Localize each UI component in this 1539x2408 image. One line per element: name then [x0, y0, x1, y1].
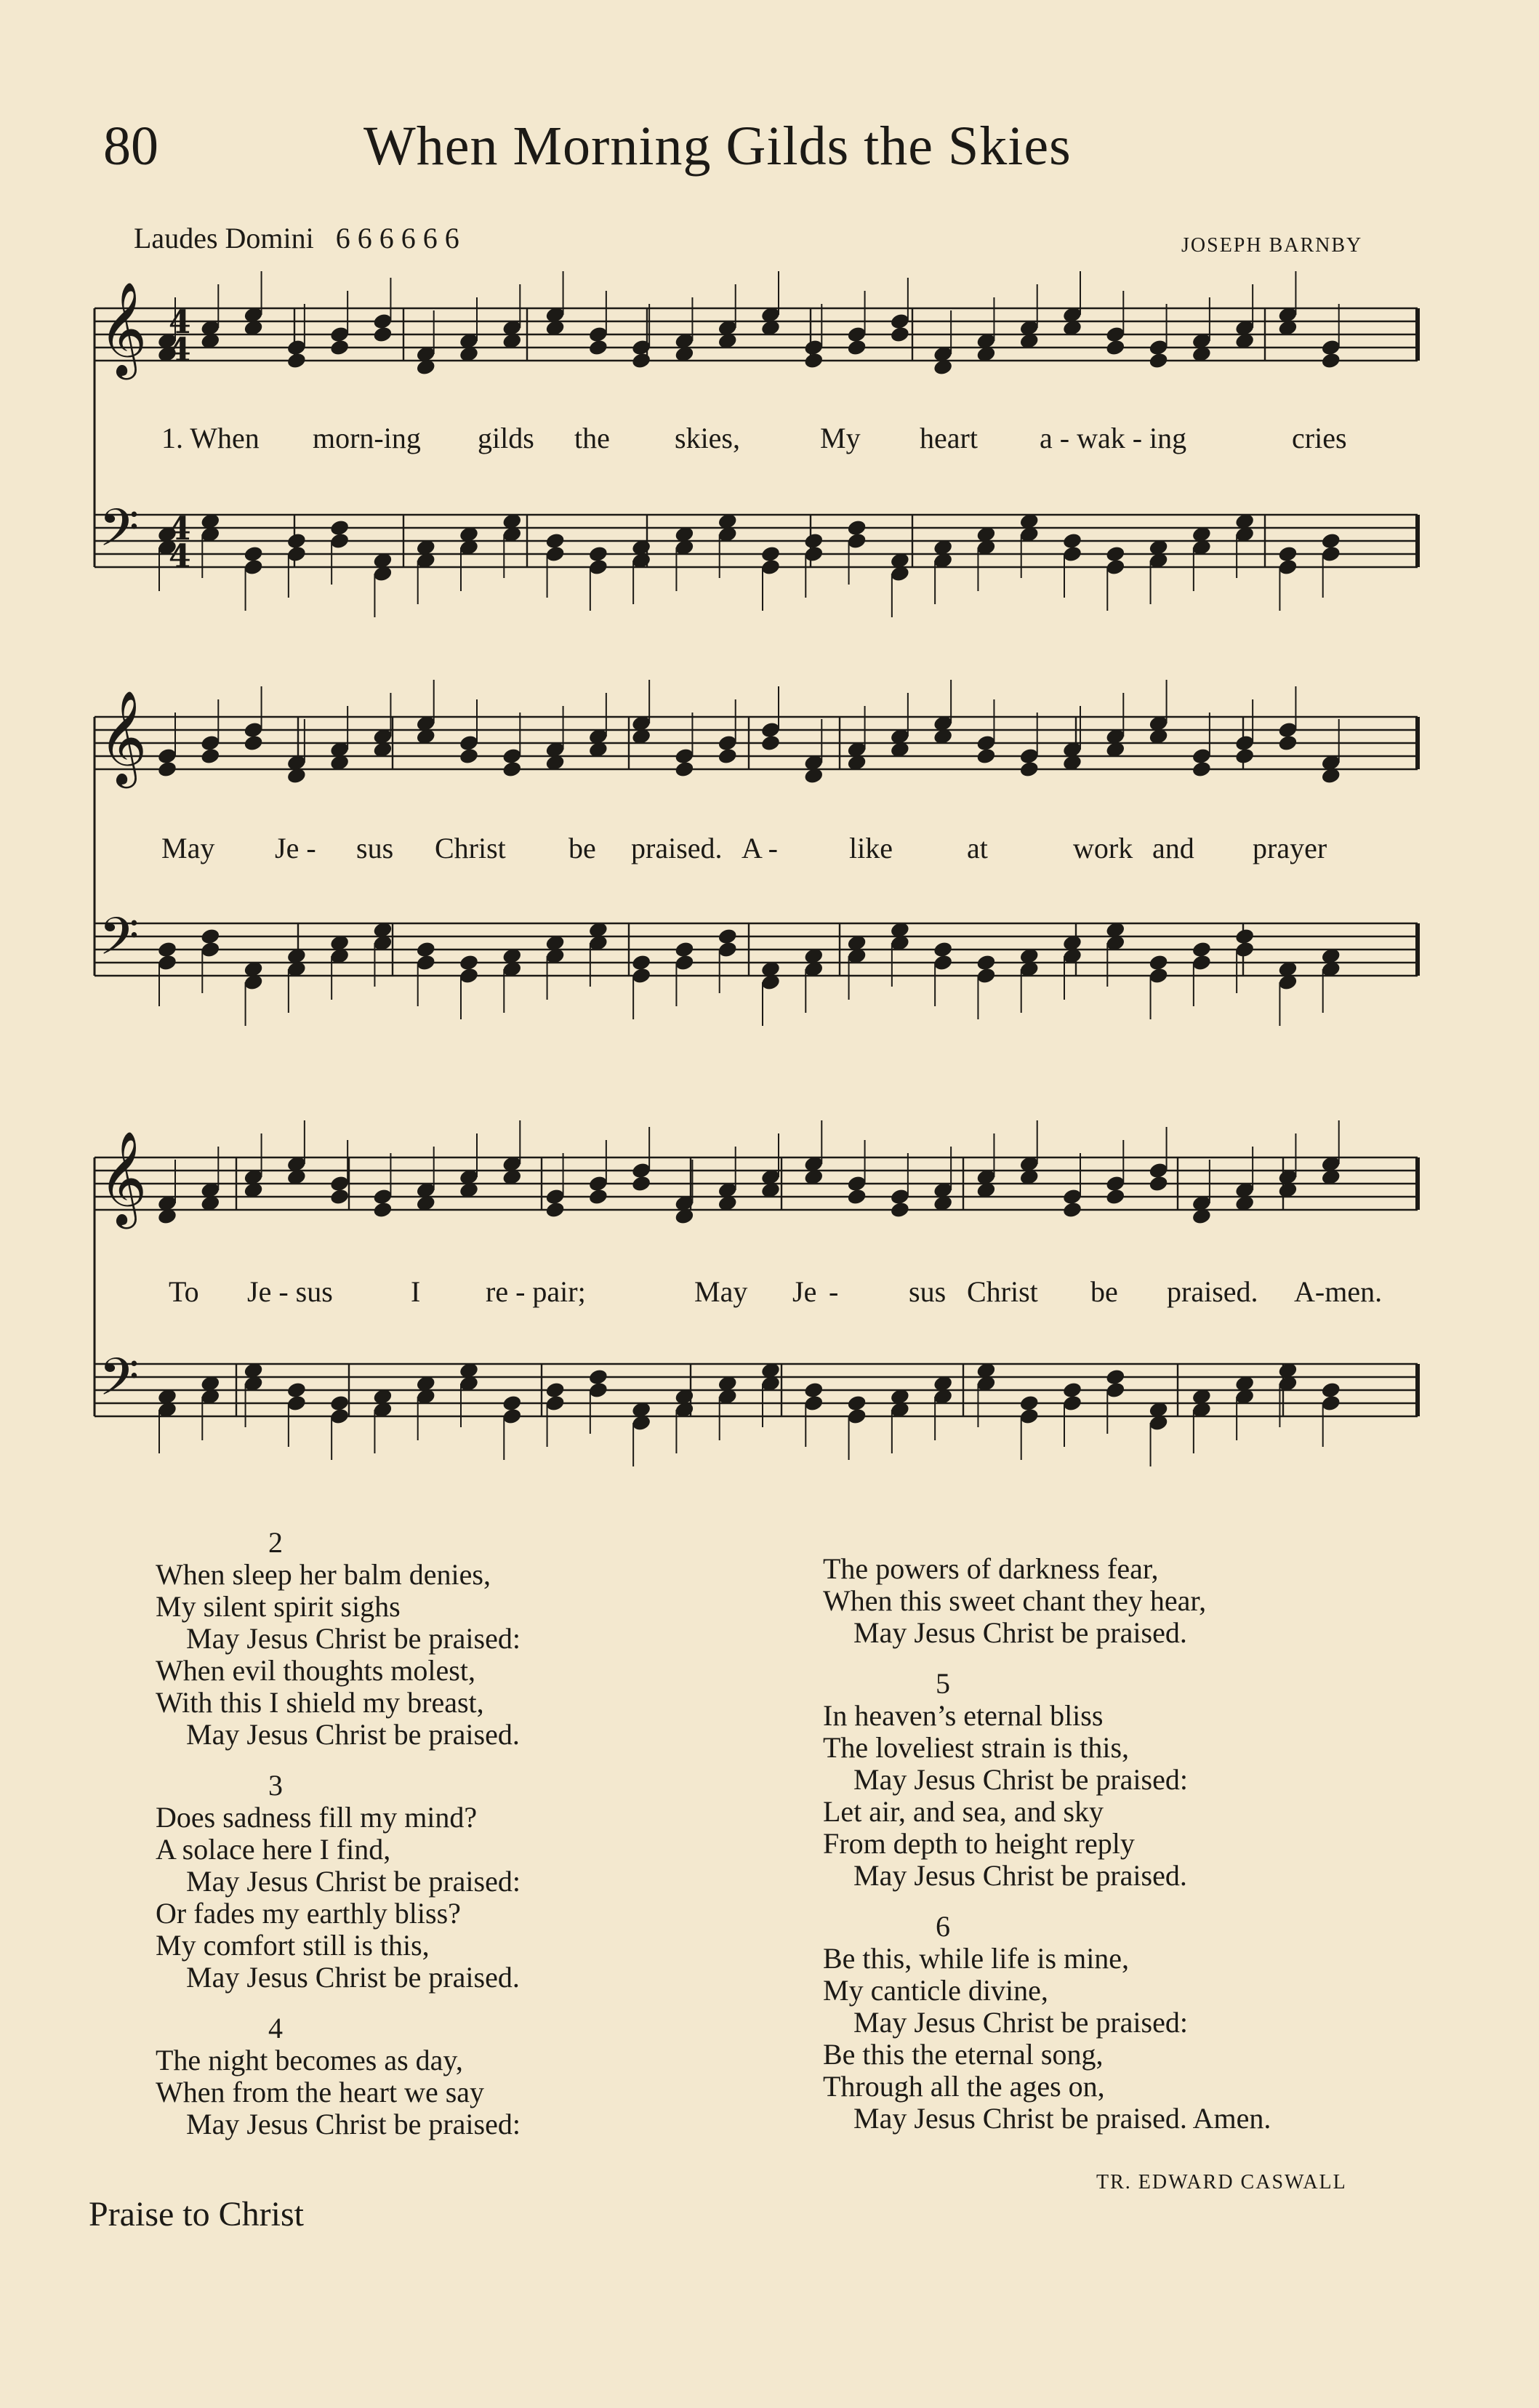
stanza-line: From depth to height reply [823, 1827, 1135, 1860]
note-head [372, 325, 393, 343]
lyric-syllable: To [169, 1275, 199, 1308]
lyric-syllable: sus [909, 1275, 947, 1308]
note-head [846, 1187, 867, 1205]
stanza-5 [823, 1668, 1271, 1892]
lyric-syllable: 1. When [161, 422, 260, 454]
lyric-syllable: Je - [275, 832, 316, 864]
lyric-syllable: re - pair; [486, 1275, 586, 1308]
stanza-number: 3 [268, 1769, 283, 1802]
lyric-syllable: the [574, 422, 610, 454]
category-label: Praise to Christ [89, 2195, 304, 2234]
translator: TR. EDWARD CASWALL [1096, 2171, 1347, 2194]
lyric-syllable: Je [792, 1275, 817, 1308]
stanza-line: Through all the ages on, [823, 2070, 1105, 2103]
stanza-2 [156, 1527, 521, 1751]
time-signature-top: 4 [169, 304, 191, 341]
note-head [545, 1200, 566, 1219]
stanza-line: When this sweet chant they hear, [823, 1584, 1207, 1617]
stanza-line: May Jesus Christ be praised: [186, 1865, 521, 1898]
note-head [890, 325, 911, 343]
note-head [890, 1200, 911, 1219]
bass-clef-icon: 𝄢 [99, 907, 140, 979]
stanza-4 [156, 2012, 521, 2140]
tune-name: Laudes Domini [134, 222, 314, 254]
lyric-syllable: skies, [675, 422, 740, 454]
lyric-syllable: be [1090, 1275, 1118, 1308]
lyric-syllable: gilds [478, 422, 534, 454]
lyric-syllable: May [161, 832, 215, 864]
lyric-syllable: My [820, 422, 861, 454]
stanza-line: My comfort still is this, [156, 1929, 430, 1962]
time-signature-bottom: 4 [169, 538, 191, 575]
note-head [1148, 1174, 1169, 1192]
stanza-line: Does sadness fill my mind? [156, 1801, 478, 1834]
time-signature-bottom: 4 [169, 332, 191, 369]
note-head [329, 338, 350, 356]
lyric-syllable: praised. [1167, 1275, 1258, 1308]
note-head [631, 1174, 652, 1192]
note-head [1277, 734, 1298, 752]
lyric-syllable: morn-ing [313, 422, 421, 454]
note-head [803, 351, 824, 369]
note-head [976, 747, 997, 765]
lyric-syllable: at [967, 832, 988, 864]
lyric-syllable: like [849, 832, 893, 864]
lyric-syllable: Je - sus [247, 1275, 333, 1308]
stanza-number: 5 [936, 1667, 950, 1700]
stanza-number: 4 [268, 2012, 283, 2044]
note-head [157, 760, 178, 778]
note-head [502, 760, 523, 778]
note-head [459, 747, 480, 765]
stanza-line: May Jesus Christ be praised: [186, 1622, 521, 1655]
note-head [1192, 760, 1213, 778]
note-head [631, 351, 652, 369]
note-head [329, 1187, 350, 1205]
stanza-line: My canticle divine, [823, 1974, 1048, 2007]
stanza-6 [823, 1911, 1271, 2135]
note-head [200, 747, 221, 765]
note-head [1320, 351, 1341, 369]
lyric-syllable: a - wak - ing [1040, 422, 1187, 454]
time-signature-top: 4 [169, 510, 191, 547]
stanza-line: Let air, and sea, and sky [823, 1795, 1104, 1828]
stanza-line: May Jesus Christ be praised. [853, 1859, 1187, 1892]
lyric-syllable: be [568, 832, 596, 864]
lyric-syllable: Christ [967, 1275, 1038, 1308]
stanza-line: May Jesus Christ be praised. Amen. [853, 2102, 1271, 2135]
note-head [717, 747, 738, 765]
stanza-line: Be this, while life is mine, [823, 1942, 1130, 1975]
stanza-line: Or fades my earthly bliss? [156, 1897, 461, 1930]
note-head [846, 338, 867, 356]
stanza-4-cont [823, 1553, 1271, 1649]
lyric-syllable: sus [356, 832, 394, 864]
stanza-line: The powers of darkness fear, [823, 1552, 1159, 1585]
stanza-line: May Jesus Christ be praised: [186, 2108, 521, 2140]
lyric-syllable: prayer [1253, 832, 1327, 864]
note-head [243, 734, 264, 752]
stanza-line: When evil thoughts molest, [156, 1654, 475, 1687]
treble-clef-icon: 𝄞 [99, 690, 148, 784]
hymn-title: When Morning Gilds the Skies [363, 116, 1072, 177]
note-head [1062, 1200, 1083, 1219]
stanza-line: May Jesus Christ be praised. [186, 1961, 520, 1994]
stanza-line: When from the heart we say [156, 2076, 485, 2108]
stanza-line: When sleep her balm denies, [156, 1558, 491, 1591]
stanza-number: 6 [936, 1910, 950, 1943]
stanza-line: My silent spirit sighs [156, 1590, 401, 1623]
hymn-number: 80 [103, 116, 158, 177]
lyric-syllable: A - [742, 832, 778, 864]
stanza-line: A solace here I find, [156, 1833, 391, 1866]
lyric-syllable: I [411, 1275, 421, 1308]
note-head [1018, 760, 1040, 778]
lyric-syllable: May [694, 1275, 748, 1308]
stanza-line: May Jesus Christ be praised: [853, 2006, 1188, 2039]
note-head [760, 734, 781, 752]
stanza-number: 2 [268, 1526, 283, 1559]
lyric-syllable: - [829, 1275, 839, 1308]
stanza-line: The night becomes as day, [156, 2044, 463, 2076]
note-head [674, 760, 695, 778]
tune-meter: 6 6 6 6 6 6 [335, 222, 459, 254]
stanzas-left [156, 1527, 521, 2140]
stanzas-right [823, 1553, 1271, 2135]
lyric-syllable: A-men. [1294, 1275, 1383, 1308]
note-head [588, 338, 609, 356]
treble-clef-icon: 𝄞 [99, 281, 148, 376]
note-head [286, 351, 308, 369]
note-head [1105, 338, 1126, 356]
stanza-line: The loveliest strain is this, [823, 1731, 1130, 1764]
lyric-syllable: cries [1292, 422, 1347, 454]
note-head [1234, 747, 1255, 765]
stanza-line: With this I shield my breast, [156, 1686, 484, 1719]
note-head [588, 1187, 609, 1205]
note-head [372, 1200, 393, 1219]
stanza-line: May Jesus Christ be praised. [853, 1616, 1187, 1649]
note-head [1148, 351, 1169, 369]
composer-name: JOSEPH BARNBY [1181, 234, 1363, 257]
lyric-syllable: heart [920, 422, 978, 454]
stanza-3 [156, 1770, 521, 1994]
lyric-syllable: and [1152, 832, 1194, 864]
bass-clef-icon: 𝄢 [99, 1347, 140, 1420]
treble-clef-icon: 𝄞 [99, 1131, 148, 1225]
note-head [1105, 1187, 1126, 1205]
stanza-line: May Jesus Christ be praised. [186, 1718, 520, 1751]
stanza-line: Be this the eternal song, [823, 2038, 1104, 2071]
lyric-syllable: praised. [631, 832, 723, 864]
lyric-syllable: Christ [435, 832, 506, 864]
stanza-line: May Jesus Christ be praised: [853, 1763, 1188, 1796]
stanza-line: In heaven’s eternal bliss [823, 1699, 1104, 1732]
bass-clef-icon: 𝄢 [99, 498, 140, 571]
lyric-syllable: work [1073, 832, 1133, 864]
